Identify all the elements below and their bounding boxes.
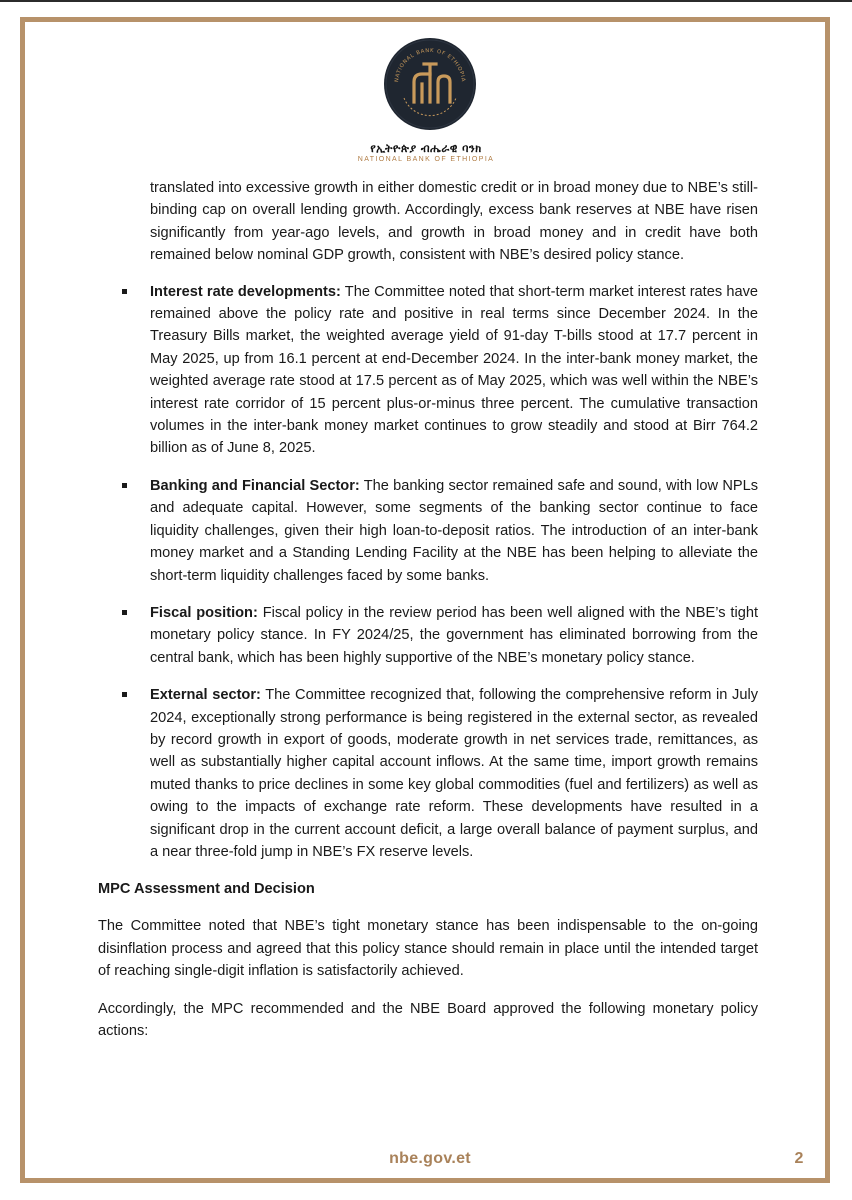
bullet-external-sector — [98, 684, 758, 863]
section-heading: MPC Assessment and Decision — [98, 881, 315, 898]
bullet-text: Fiscal policy in the review period has been well aligned with the NBE’s tight monetary policy stance. In FY 2024/25, the government has eliminated borrowing from the central bank, which has been highly supportive of the NBE’s monetary policy stance. — [150, 604, 758, 666]
bank-name-english: NATIONAL BANK OF ETHIOPIA — [357, 156, 495, 163]
top-rule — [0, 0, 852, 2]
body-paragraph: The Committee noted that NBE’s tight monetary stance has been indispensable to the on-going disinflation process and agreed that this policy stance should remain in place until the intended target of reaching single-digit inflation is satisfactorily achieved. — [98, 918, 758, 980]
bullet-marker — [122, 692, 127, 697]
bullet-title: External sector: — [150, 687, 261, 704]
page-number: 2 — [794, 1150, 804, 1167]
bullet-title: Interest rate developments: — [150, 283, 341, 300]
bullet-text: The banking sector remained safe and sound, with low NPLs and adequate capital. However, some segments of the banking sector continue to face liquidity challenges, given their high loan-to-deposit ratios. The introduction of an inter-bank money market and a Standing Lending Facility at the NBE has been helping to alleviate the short-term liquidity challenges faced by some banks. — [150, 477, 758, 584]
bullet-marker — [122, 483, 127, 488]
document-body — [98, 177, 758, 1057]
bank-name-amharic: የኢትዮጵያ ብሔራዊ ባንክ — [370, 142, 482, 155]
svg-text:NATIONAL BANK OF ETHIOPIA: NATIONAL BANK OF ETHIOPIA — [393, 47, 466, 83]
footer-website-link[interactable]: nbe.gov.et — [389, 1150, 471, 1167]
bullet-title: Fiscal position: — [150, 604, 258, 621]
nbe-logo-seal — [382, 36, 478, 132]
continuation-paragraph: translated into excessive growth in either domestic credit or in broad money due to NBE’s still-binding cap on overall lending growth. Accordingly, excess bank reserves at NBE have risen significantly from year-ago levels, and growth in broad money and in credit have both remained below nominal GDP growth, consistent with NBE’s desired policy stance. — [150, 180, 758, 264]
bullet-text: The Committee noted that short-term market interest rates have remained above the policy rate and positive in real terms since December 2024. In the Treasury Bills market, the weighted average yield of 91-day T-bills stood at 17.7 percent in May 2025, up from 16.1 percent at end-December 2024. In the inter-bank money market, the weighted average rate stood at 17.5 percent as of May 2025, which was well within the NBE’s interest rate corridor of 15 percent plus-or-minus three percent. The cumulative transaction volumes in the inter-bank money market continues to grow steadily and stood at Birr 764.2 billion as of June 8, 2025. — [150, 283, 758, 457]
bullet-marker — [122, 289, 127, 294]
bullet-marker — [122, 610, 127, 615]
bullet-fiscal-position — [98, 602, 758, 669]
bullet-title: Banking and Financial Sector: — [150, 477, 360, 494]
bullet-text: The Committee recognized that, following the comprehensive reform in July 2024, exceptionally strong performance is being registered in the external sector, as revealed by record growth in export of goods, moderate growth in net services trade, remittances, as well as substantially higher capital account inflows. At the same time, import growth remains muted thanks to price declines in some key global commodities (fuel and fertilizers) as well as owing to the impacts of exchange rate reform. These developments have resulted in a significant drop in the current account deficit, a large overall balance of payment surplus, and a near three-fold jump in NBE’s FX reserve levels. — [150, 687, 758, 860]
body-paragraph: Accordingly, the MPC recommended and the NBE Board approved the following monetary policy actions: — [98, 1000, 758, 1039]
bank-name-block — [326, 143, 526, 163]
bullet-banking-sector — [98, 475, 758, 587]
bullet-interest-rate — [98, 281, 758, 460]
